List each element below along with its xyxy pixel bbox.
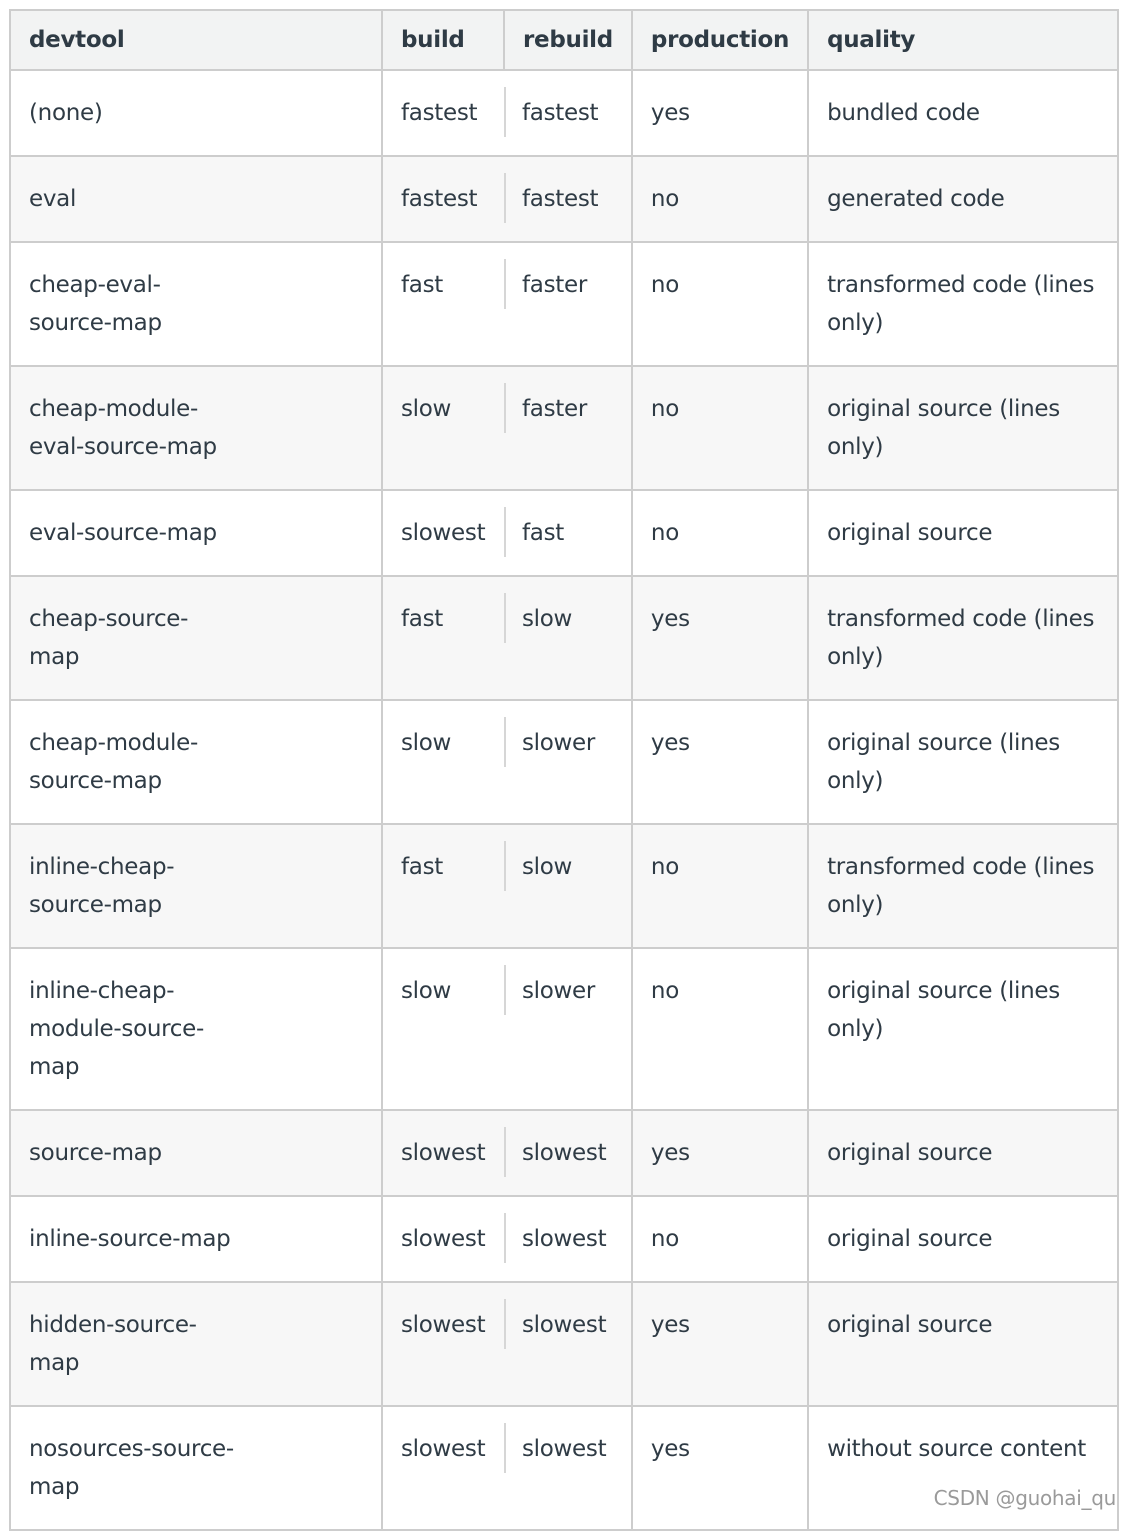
table-row bbox=[10, 1196, 1118, 1282]
cell-production: no bbox=[632, 948, 808, 1110]
cell-quality-line: only) bbox=[827, 892, 884, 918]
cell-devtool bbox=[10, 1282, 382, 1406]
cell-quality bbox=[808, 1282, 1118, 1406]
cell-quality-line: without source content bbox=[827, 1436, 1086, 1462]
cell-build: fast bbox=[382, 576, 504, 700]
cell-devtool bbox=[10, 366, 382, 490]
cell-devtool-line: cheap-source- bbox=[29, 606, 189, 632]
cell-devtool-line: source-map bbox=[29, 1140, 162, 1166]
cell-quality bbox=[808, 490, 1118, 576]
cell-devtool bbox=[10, 1110, 382, 1196]
header-devtool: devtool bbox=[10, 10, 382, 70]
cell-rebuild: fastest bbox=[504, 70, 632, 156]
cell-quality-line: transformed code (lines bbox=[827, 606, 1095, 632]
cell-devtool bbox=[10, 824, 382, 948]
cell-devtool-line: source-map bbox=[29, 768, 162, 794]
cell-quality bbox=[808, 156, 1118, 242]
cell-build: fastest bbox=[382, 156, 504, 242]
cell-devtool bbox=[10, 490, 382, 576]
cell-quality bbox=[808, 70, 1118, 156]
cell-production: yes bbox=[632, 576, 808, 700]
cell-build: slowest bbox=[382, 1282, 504, 1406]
cell-quality-line: original source bbox=[827, 1226, 993, 1252]
table-header-row bbox=[10, 10, 1118, 70]
cell-production: no bbox=[632, 1196, 808, 1282]
cell-quality bbox=[808, 948, 1118, 1110]
cell-devtool-line: inline-source-map bbox=[29, 1226, 231, 1252]
cell-devtool-line: cheap-eval- bbox=[29, 272, 161, 298]
cell-quality-line: original source bbox=[827, 1312, 993, 1338]
cell-devtool bbox=[10, 1406, 382, 1530]
cell-rebuild: slower bbox=[504, 700, 632, 824]
cell-devtool-line: eval-source-map bbox=[29, 434, 217, 460]
cell-devtool bbox=[10, 948, 382, 1110]
cell-quality bbox=[808, 242, 1118, 366]
cell-quality bbox=[808, 576, 1118, 700]
cell-devtool-line: source-map bbox=[29, 892, 162, 918]
cell-production: yes bbox=[632, 1110, 808, 1196]
cell-build: slowest bbox=[382, 1406, 504, 1530]
table-body bbox=[10, 70, 1118, 1530]
cell-devtool bbox=[10, 70, 382, 156]
cell-production: yes bbox=[632, 1282, 808, 1406]
header-production: production bbox=[632, 10, 808, 70]
table-row bbox=[10, 948, 1118, 1110]
table-row bbox=[10, 1406, 1118, 1530]
cell-production: no bbox=[632, 366, 808, 490]
cell-build: slow bbox=[382, 366, 504, 490]
cell-rebuild: fastest bbox=[504, 156, 632, 242]
cell-quality-line: transformed code (lines bbox=[827, 272, 1095, 298]
header-rebuild: rebuild bbox=[504, 10, 632, 70]
cell-rebuild: slowest bbox=[504, 1110, 632, 1196]
cell-devtool-line: inline-cheap- bbox=[29, 978, 175, 1004]
cell-devtool-line: map bbox=[29, 644, 80, 670]
cell-production: no bbox=[632, 242, 808, 366]
cell-quality-line: original source bbox=[827, 1140, 993, 1166]
table-row bbox=[10, 1110, 1118, 1196]
cell-devtool bbox=[10, 156, 382, 242]
cell-quality-line: only) bbox=[827, 644, 884, 670]
header-build: build bbox=[382, 10, 504, 70]
cell-quality bbox=[808, 824, 1118, 948]
cell-production: no bbox=[632, 824, 808, 948]
cell-quality-line: original source bbox=[827, 520, 993, 546]
cell-rebuild: slowest bbox=[504, 1282, 632, 1406]
table-row bbox=[10, 1282, 1118, 1406]
cell-quality-line: bundled code bbox=[827, 100, 980, 126]
header-quality: quality bbox=[808, 10, 1118, 70]
cell-quality bbox=[808, 366, 1118, 490]
cell-production: yes bbox=[632, 1406, 808, 1530]
cell-rebuild: slowest bbox=[504, 1406, 632, 1530]
cell-quality-line: original source (lines only) bbox=[827, 978, 1060, 1042]
cell-quality-line: generated code bbox=[827, 186, 1005, 212]
cell-build: slow bbox=[382, 948, 504, 1110]
cell-rebuild: slow bbox=[504, 824, 632, 948]
cell-quality-line: original source (lines only) bbox=[827, 396, 1060, 460]
table-row bbox=[10, 824, 1118, 948]
table-row bbox=[10, 700, 1118, 824]
cell-build: fastest bbox=[382, 70, 504, 156]
cell-rebuild: faster bbox=[504, 366, 632, 490]
cell-devtool bbox=[10, 700, 382, 824]
watermark: CSDN @guohai_qu bbox=[933, 1486, 1116, 1510]
cell-devtool-line: cheap-module- bbox=[29, 396, 198, 422]
cell-quality-line: only) bbox=[827, 310, 884, 336]
table-row bbox=[10, 366, 1118, 490]
table-row bbox=[10, 242, 1118, 366]
cell-rebuild: faster bbox=[504, 242, 632, 366]
cell-devtool-line: eval bbox=[29, 186, 77, 212]
cell-devtool-line: hidden-source- bbox=[29, 1312, 197, 1338]
cell-devtool bbox=[10, 1196, 382, 1282]
cell-devtool bbox=[10, 576, 382, 700]
cell-devtool-line: module-source- bbox=[29, 1016, 204, 1042]
cell-devtool-line: inline-cheap- bbox=[29, 854, 175, 880]
cell-build: slowest bbox=[382, 1110, 504, 1196]
cell-quality-line: transformed code (lines bbox=[827, 854, 1095, 880]
table-row bbox=[10, 70, 1118, 156]
cell-build: fast bbox=[382, 824, 504, 948]
table-row bbox=[10, 576, 1118, 700]
cell-devtool-line: source-map bbox=[29, 310, 162, 336]
cell-quality-line: original source (lines only) bbox=[827, 730, 1060, 794]
cell-devtool-line: eval-source-map bbox=[29, 520, 217, 546]
cell-production: yes bbox=[632, 700, 808, 824]
cell-build: slow bbox=[382, 700, 504, 824]
cell-rebuild: fast bbox=[504, 490, 632, 576]
table-row bbox=[10, 490, 1118, 576]
cell-rebuild: slower bbox=[504, 948, 632, 1110]
cell-devtool-line: (none) bbox=[29, 100, 103, 126]
cell-build: slowest bbox=[382, 490, 504, 576]
cell-production: no bbox=[632, 490, 808, 576]
cell-quality bbox=[808, 1406, 1118, 1530]
cell-devtool-line: map bbox=[29, 1474, 80, 1500]
cell-rebuild: slowest bbox=[504, 1196, 632, 1282]
cell-production: yes bbox=[632, 70, 808, 156]
table-row bbox=[10, 156, 1118, 242]
cell-quality bbox=[808, 1110, 1118, 1196]
cell-build: slowest bbox=[382, 1196, 504, 1282]
devtool-comparison-table bbox=[9, 9, 1119, 1531]
cell-devtool-line: cheap-module- bbox=[29, 730, 198, 756]
cell-devtool-line: map bbox=[29, 1054, 80, 1080]
cell-devtool-line: map bbox=[29, 1350, 80, 1376]
cell-build: fast bbox=[382, 242, 504, 366]
cell-devtool bbox=[10, 242, 382, 366]
cell-devtool-line: nosources-source- bbox=[29, 1436, 234, 1462]
cell-quality bbox=[808, 700, 1118, 824]
cell-quality bbox=[808, 1196, 1118, 1282]
cell-production: no bbox=[632, 156, 808, 242]
cell-rebuild: slow bbox=[504, 576, 632, 700]
